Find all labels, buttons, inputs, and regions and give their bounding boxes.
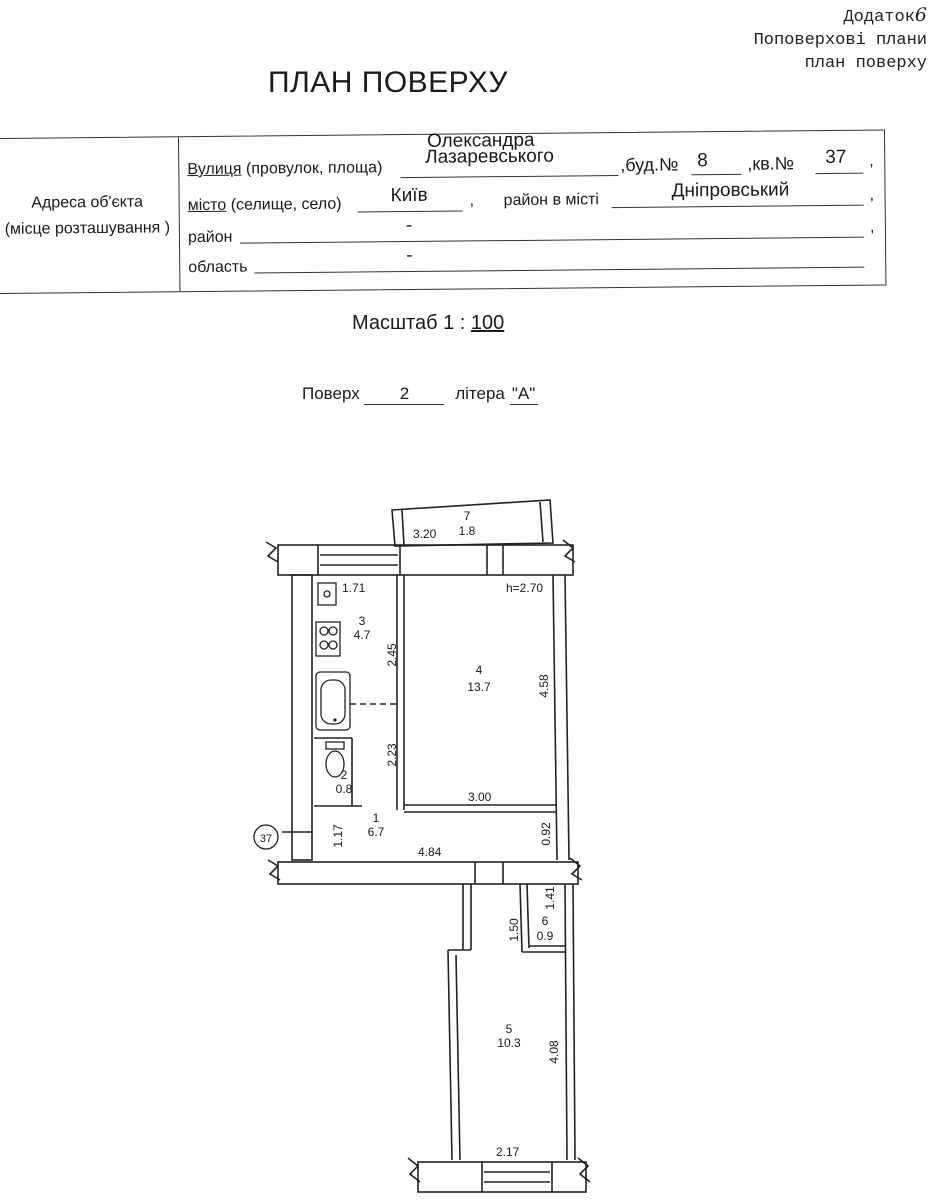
street-hint: (провулок, площа)	[245, 159, 383, 178]
apartment-number: 37	[259, 833, 273, 845]
region-label: область	[188, 258, 248, 277]
room-2-area: 0.8	[335, 782, 353, 796]
room-2-number: 2	[340, 768, 348, 782]
floor-value: 2	[364, 384, 444, 405]
district-city-value: Дніпровський	[671, 179, 790, 202]
dim-3-20: 3.20	[413, 527, 437, 541]
left-wall	[292, 575, 312, 860]
letter-value: "А"	[510, 384, 538, 405]
dim-2-23: 2.23	[385, 743, 399, 767]
dim-1-71: 1.71	[342, 581, 366, 595]
city-value: Київ	[390, 184, 428, 207]
room-5-area: 10.3	[497, 1036, 521, 1050]
dim-4-58: 4.58	[537, 674, 551, 698]
city-label: місто	[187, 196, 227, 215]
street-value-line1: Олександра	[426, 129, 535, 152]
district-value: -	[405, 214, 413, 237]
scale-value: 100	[470, 312, 505, 334]
page-title: ПЛАН ПОВЕРХУ	[268, 66, 508, 99]
apt-label: ,кв.№	[747, 153, 795, 174]
district-city-label: район в місті	[503, 191, 599, 210]
sink-icon	[318, 583, 336, 605]
building-label: ,буд.№	[620, 154, 679, 175]
district-city-row-comma: ,	[869, 186, 875, 204]
city-hint: (селище, село)	[230, 195, 342, 214]
building-value: 8	[697, 150, 708, 172]
letter-label: літера	[455, 384, 505, 403]
room-3-number: 3	[358, 614, 366, 628]
room-6-number: 6	[541, 914, 549, 928]
dim-1-41: 1.41	[543, 886, 557, 910]
apt-value: 37	[825, 146, 847, 169]
city-row-comma: ,	[469, 192, 475, 210]
room-5-number: 5	[505, 1022, 513, 1036]
room-7-number: 7	[463, 509, 471, 523]
dim-2-45: 2.45	[385, 643, 399, 667]
room-1-number: 1	[372, 811, 380, 825]
district-label: район	[187, 228, 233, 247]
street-row-comma: ,	[869, 152, 874, 170]
toilet-tank-icon	[326, 742, 344, 749]
appendix-subtitle: Поповерхові плани	[753, 31, 927, 50]
appendix-handwritten-number: 6	[914, 4, 927, 26]
dim-2-17: 2.17	[496, 1145, 520, 1159]
bottom-wall	[278, 862, 578, 884]
stove-icon	[316, 622, 340, 656]
dim-4-08: 4.08	[547, 1040, 561, 1064]
floor-label: Поверх	[302, 384, 360, 403]
height-label: h=2.70	[506, 581, 544, 595]
dim-0-92: 0.92	[539, 822, 553, 846]
region-value: -	[406, 244, 413, 267]
street-label: Вулиця	[187, 160, 242, 179]
appendix-subtitle-2: план поверху	[804, 54, 927, 73]
room-4-area: 13.7	[467, 680, 491, 694]
room-4-number: 4	[475, 663, 483, 677]
scale-label: Масштаб 1 :	[352, 312, 466, 334]
address-label-line1: Адреса об'єкта	[31, 193, 144, 212]
top-wall	[278, 545, 573, 575]
room-1-area: 6.7	[367, 825, 385, 839]
room-6-area: 0.9	[536, 929, 554, 943]
appendix-label: Додаток	[843, 8, 915, 27]
dim-1-50: 1.50	[507, 918, 521, 942]
dim-1-17: 1.17	[331, 824, 345, 848]
dim-4-84: 4.84	[418, 845, 442, 859]
room-3-area: 4.7	[353, 628, 371, 642]
address-label-line2: (місце розташування )	[4, 219, 171, 238]
street-value-line2: Лазаревського	[425, 145, 554, 168]
district-row-comma: ,	[869, 218, 875, 236]
dim-3-00: 3.00	[468, 790, 492, 804]
room-7-area: 1.8	[458, 524, 476, 538]
